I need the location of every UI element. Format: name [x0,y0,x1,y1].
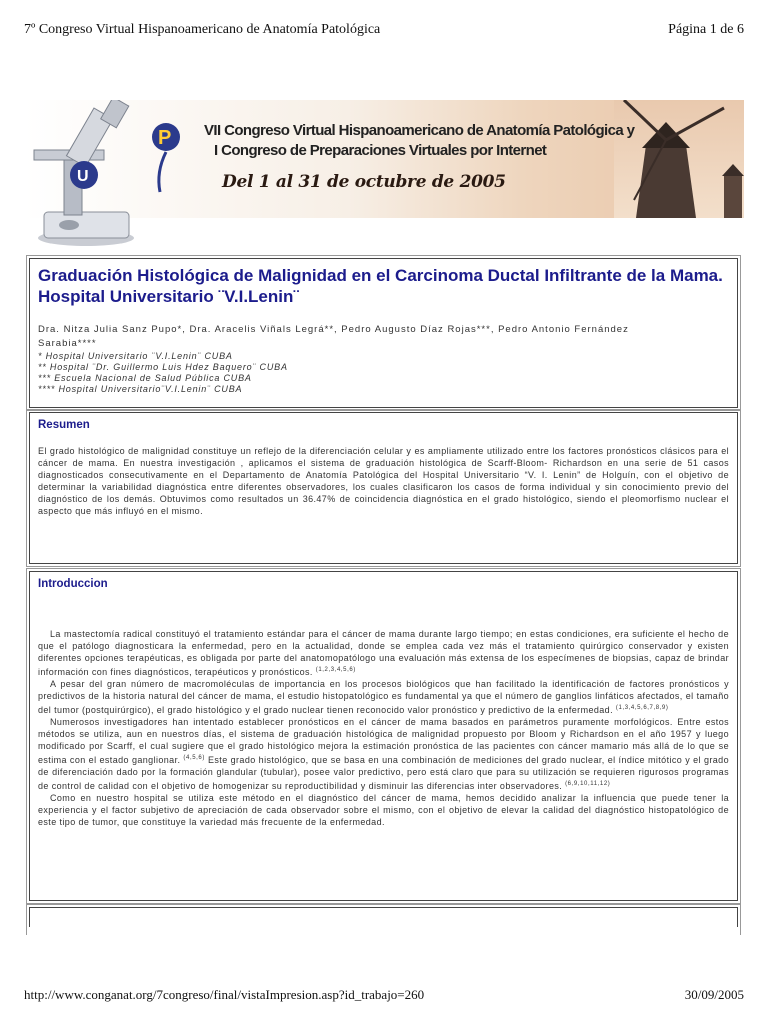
next-section-box [29,907,738,927]
banner-dates: Del 1 al 31 de octubre de 2005 [222,172,506,192]
page-url: http://www.conganat.org/7congreso/final/vistaImpresion.asp?id_trabajo=260 [24,987,425,1002]
intro-paragraph-text: Este grado histológico, que se basa en una combinación de mediciones del grado nuclear, el índice mitótico y el grado de diferenciación dado por la formación glandular (tubular), posee valor predictivo, pero está claro que para su utilización se requieren rigurosos programas de control de calidad con el objetivo de homogenizar su reproductibilidad y disminuir las diferencias inter observadores. [38,755,729,791]
intro-paragraph-text: A pesar del gran número de macromoléculas de importancia en los procesos biológicos que han facilitado la identificación de factores pronósticos y predictivos de la historia natural del cáncer de mama, el estudio histopatológico es fundamental ya que el número de ganglios linfáticos afectados, el tamaño del tumor (postquirúrgico), el grado histológico y el grado nuclear tienen reconocido valor pronóstico y predictivo de la enfermedad. [38,679,729,715]
intro-paragraph [38,716,729,792]
affiliation: ** Hospital ¨Dr. Guillermo Luis Hdez Baquero¨ CUBA [38,362,288,372]
intro-paragraph [38,678,729,716]
citation: (4,5,6) [183,755,205,761]
authors-line: Dra. Nitza Julia Sanz Pupo*, Dra. Aracelis Viñals Legrá**, Pedro Augusto Díaz Rojas***, Pedro Antonio Fernández [38,324,629,335]
introduccion-heading: Introduccion [38,578,108,590]
banner-title-line1: VII Congreso Virtual Hispanoamericano de Anatomía Patológica y [204,122,635,139]
citation: (1,2,3,4,5,6) [315,667,356,673]
article-header-box [29,258,738,408]
citation: (1,3,4,5,6,7,8,9) [615,705,669,711]
congress-banner [24,100,744,250]
affiliation: * Hospital Universitario ¨V.I.Lenin¨ CUBA [38,351,233,361]
intro-paragraph-text: Numerosos investigadores han intentado establecer pronósticos en el cáncer de mama basados en parámetros puramente morfológicos. Entre estos métodos se utiliza, aun en nuestros días, el sistema de graduación histológica de malignidad propuesto por Bloom y Richardson en el año 1957 y luego modificado por Scarff, el cual sugiere que el grado histológico mejora la estimación pronóstica de las pacientes con cáncer mamario más allá de lo que se estima con el estado ganglionar. [38,717,729,765]
print-header [24,22,744,38]
windmill-icon [614,100,744,218]
authors [38,323,729,351]
svg-text:P: P [158,127,172,149]
banner-title-line2: I Congreso de Preparaciones Virtuales por Internet [214,142,547,159]
print-header-title: 7º Congreso Virtual Hispanoamericano de Anatomía Patológica [24,22,381,37]
introduccion-section [29,571,738,901]
affiliation: *** Escuela Nacional de Salud Pública CUBA [38,373,252,383]
intro-paragraph [38,628,729,678]
resumen-text: El grado histológico de malignidad constituye un reflejo de la diferenciación celular y es ampliamente utilizado entre los factores pronósticos clásicos para el cáncer de mama. En nuestra investigación , aplicamos el sistema de graduación histológica de Scarff-Bloom- Richardson en una serie de 51 casos diagnosticados consecutivamente en el Departamento de Anatomía Patológica del Hospital Universitario “V. I. Lenin” de Holguín, con el objetivo de determinar la variabilidad diagnóstica entre diferentes observadores, los cuales clasificaron los casos de forma individual y sin conocimiento previo del diagnóstico de los demás. Obtuvimos como resultados un 36.47% de coincidencia diagnóstica en el grado histológico, siendo el pleomorfismo nuclear el aspecto que más influyó en el mismo. [38,446,729,516]
intro-paragraph-text: Como en nuestro hospital se utiliza este método en el diagnóstico del cáncer de mama, hemos decidido analizar la influencia que puede tener la experiencia y el factor subjetivo de apreciación de cada observador sobre el mismo, con el objetivo de elevar la calidad del diagnóstico histopatológico de este tipo de tumor, que constituye la variedad más frecuente de la enfermedad. [38,793,729,827]
print-header-page: Página 1 de 6 [668,22,744,37]
next-section-frame [26,904,741,935]
resumen-section [29,412,738,564]
intro-paragraph-text: La mastectomía radical constituyó el tratamiento estándar para el cáncer de mama durante largo tiempo; en estas condiciones, era suficiente el hecho de que el patólogo diagnosticara la enfermedad, pero en la actualidad, donde se emplea cada vez más el tratamiento quirúrgico conservador y existen diferentes opciones terapéuticas, es obligada por parte del anatomopatólogo una evaluación más extensa de los especímenes de biopsias, capaz de brindar información con fines diagnósticos, terapéuticos y pronósticos. [38,629,729,677]
print-date: 30/09/2005 [684,987,744,1002]
affiliation: **** Hospital Universitario¨V.I.Lenin¨ CUBA [38,384,243,394]
intro-paragraph [38,792,729,828]
resumen-heading: Resumen [38,419,90,431]
svg-text:U: U [77,168,89,185]
article-title: Graduación Histológica de Malignidad en el Carcinoma Ductal Infiltrante de la Mama. Hospital Universitario ¨V.I.Lenin¨ [38,266,723,306]
authors-line: Sarabia**** [38,338,97,349]
citation: (6,9,10,11,12) [565,781,611,787]
print-footer [24,987,744,1003]
